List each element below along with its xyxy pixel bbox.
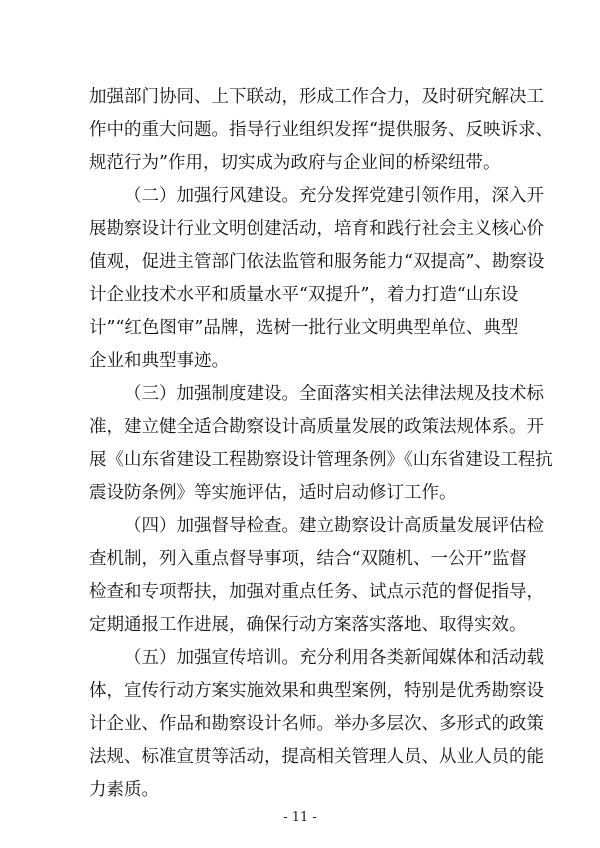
text-line: 加强部门协同、上下联动，形成工作合力，及时研究解决工 bbox=[89, 87, 544, 107]
text-line: 计企业技术水平和质量水平“双提升”，着力打造“山东设 bbox=[89, 285, 519, 305]
text-line: 定期通报工作进展，确保行动方案落实落地、取得实效。 bbox=[89, 615, 527, 635]
text-line: 力素质。 bbox=[89, 780, 159, 800]
page-number: - 11 - bbox=[283, 810, 317, 825]
text-line: 准，建立健全适合勘察设计高质量发展的政策法规体系。开 bbox=[89, 417, 544, 437]
section-heading-line: （二）加强行风建设。充分发挥党建引领作用，深入开 bbox=[124, 186, 544, 206]
text-line: 计”“红色图审”品牌，选树一批行业文明典型单位、典型 bbox=[89, 318, 519, 338]
section-heading-line: （五）加强宣传培训。充分利用各类新闻媒体和活动载 bbox=[124, 648, 544, 668]
text-line: 法规、标准宣贯等活动，提高相关管理人员、从业人员的能 bbox=[89, 747, 544, 767]
text-line: 规范行为”作用，切实成为政府与企业间的桥梁纽带。 bbox=[89, 153, 501, 173]
text-line: 震设防条例》等实施评估，适时启动修订工作。 bbox=[89, 483, 457, 503]
text-line: 计企业、作品和勘察设计名师。举办多层次、多形式的政策 bbox=[89, 714, 544, 734]
section-heading-line: （三）加强制度建设。全面落实相关法律法规及技术标 bbox=[124, 384, 544, 404]
text-line: 企业和典型事迹。 bbox=[89, 351, 229, 371]
text-line: 查机制，列入重点督导事项，结合“双随机、一公开”监督 bbox=[89, 549, 527, 569]
text-line: 作中的重大问题。指导行业组织发挥“提供服务、反映诉求、 bbox=[89, 120, 553, 140]
text-line: 值观，促进主管部门依法监管和服务能力“双提高”、勘察设 bbox=[89, 252, 545, 272]
section-heading-line: （四）加强督导检查。建立勘察设计高质量发展评估检 bbox=[124, 516, 544, 536]
text-line: 展《山东省建设工程勘察设计管理条例》《山东省建设工程抗 bbox=[89, 450, 553, 470]
text-line: 体，宣传行动方案实施效果和典型案例，特别是优秀勘察设 bbox=[89, 681, 544, 701]
text-line: 检查和专项帮扶，加强对重点任务、试点示范的督促指导， bbox=[89, 582, 544, 602]
text-line: 展勘察设计行业文明创建活动，培育和践行社会主义核心价 bbox=[89, 219, 544, 239]
